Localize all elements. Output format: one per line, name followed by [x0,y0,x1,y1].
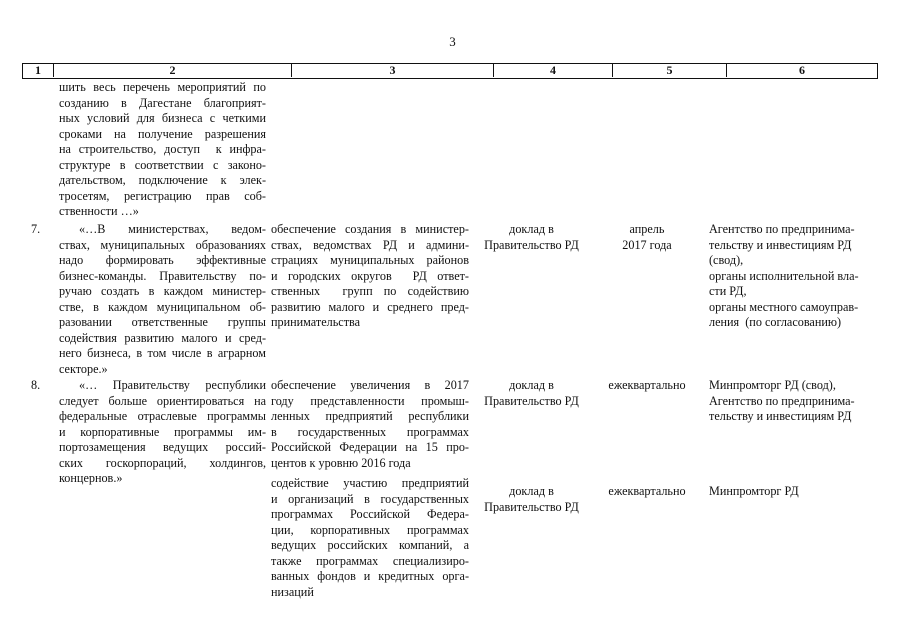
text-line: созданию в Дагестане благоприят- [59,95,266,110]
text-line: Правительство РД [484,237,579,252]
text-line: ления (по согласованию) [709,315,842,329]
text-line: ванных фондов и кредитных орга- [271,569,469,583]
row-7-responsible [709,222,877,331]
row-7-report-form [473,222,590,253]
text-line: и городских округов РД ответ- [271,268,469,283]
text-line: Минпромторг РД [709,484,799,498]
text-line: ственных групп по содействию [271,284,469,298]
text-line: бизнес-команды. Правительству по- [59,268,266,283]
row-8-deadline-1 [591,378,703,394]
header-col-6: 6 [799,63,805,77]
text-line: низаций [271,584,314,599]
text-line: структуре в соответствии с законо- [59,157,266,172]
row-8-responsible-1 [709,378,877,425]
text-line: надо формировать эффективные [59,253,266,267]
text-line: Агентство по предпринима- [709,393,855,408]
row-7-quote [59,222,266,377]
text-line: федеральные отраслевые программы [59,409,266,423]
text-line: ских госкорпораций, холдингов, [59,455,266,470]
text-line: Российской Федерации на 15 про- [271,440,469,454]
text-line: также программах специализиро- [271,553,469,568]
text-line: ручаю создать в каждом министер- [59,284,266,298]
text-line: ежеквартально [608,484,686,498]
header-col-4: 4 [494,64,613,77]
table-header [22,63,878,79]
text-line: доклад в [509,222,554,236]
row-8-quote [59,378,266,487]
text-line: ции, корпоративных программах [271,522,469,537]
text-line: сти РД, [709,284,747,298]
text-line: апрель [629,222,665,236]
text-line: «…В министерствах, ведом- [79,222,266,236]
text-line: тельству и инвестициям РД [709,409,852,423]
text-line: (свод), [709,253,744,267]
text-line: тросетям, регистрацию прав соб- [59,188,266,203]
text-line: него бизнеса, в том числе в аграрном [59,346,266,360]
text-line: ных условий для бизнеса с четкими [59,111,266,125]
text-line: дательством, подключение к элек- [59,173,266,187]
text-line: ведущих российских компаний, а [271,538,469,552]
row-8-responsible-2 [709,484,877,500]
text-line: концернов.» [59,471,123,485]
row-8-deadline-2 [591,484,703,500]
text-line: стве, в каждом муниципальном об- [59,299,266,314]
continuation-text [59,80,266,220]
text-line: центов к уровню 2016 года [271,455,411,470]
text-line: Агентство по предпринима- [709,222,855,236]
row-8-number: 8. [31,378,41,392]
text-line: следует больше ориентироваться на [59,393,266,408]
row-8-measure-2 [271,476,469,600]
text-line: ствах, ведомствах РД и админи- [271,237,469,252]
text-line: органы исполнительной вла- [709,268,859,283]
text-line: «… Правительству республики [79,378,266,392]
text-line: портозамещения ведущих россий- [59,440,266,454]
text-line: 2017 года [622,237,672,252]
text-line: секторе.» [59,361,108,376]
text-line: Правительство РД [484,499,579,514]
row-8-report-form-1 [473,378,590,409]
text-line: тельству и инвестициям РД [709,237,852,252]
text-line: программах Российской Федера- [271,507,469,521]
text-line: на строительство, доступ к инфра- [59,142,266,156]
text-line: доклад в [509,484,554,498]
row-7-measure [271,222,469,331]
text-line: сроками на получение разрешения [59,126,266,141]
text-line: страциях муниципальных районов [271,253,469,267]
text-line: Минпромторг РД (свод), [709,378,836,392]
text-line: и корпоративные программы им- [59,424,266,439]
header-col-5: 5 [613,64,727,77]
text-line: доклад в [509,378,554,392]
text-line: ежеквартально [608,378,686,392]
row-8-measure-1 [271,378,469,471]
header-col-2: 2 [54,64,292,77]
text-line: принимательства [271,315,361,329]
text-line: году представленности промыш- [271,393,469,408]
text-line: ствах, муниципальных образованиях [59,237,266,252]
row-7-deadline [591,222,703,253]
text-line: содействия развитию малого и сред- [59,330,266,345]
text-line: обеспечение создания в министер- [271,222,469,236]
row-8-report-form-2 [473,484,590,515]
page-number: 3 [449,34,456,49]
text-line: в государственных программах [271,424,469,439]
text-line: обеспечение увеличения в 2017 [271,378,469,392]
text-line: ственности …» [59,204,139,218]
header-col-3: 3 [292,64,494,77]
text-line: и организаций в государственных [271,491,469,506]
header-col-1: 1 [23,64,54,77]
text-line: развитию малого и среднего пред- [271,299,469,314]
text-line: разовании ответственные группы [59,315,266,329]
text-line: Правительство РД [484,393,579,408]
text-line: шить весь перечень мероприятий по [59,80,266,94]
text-line: органы местного самоуправ- [709,299,859,314]
row-7-number: 7. [31,222,41,236]
text-line: ленных предприятий республики [271,409,469,423]
text-line: содействие участию предприятий [271,476,469,490]
